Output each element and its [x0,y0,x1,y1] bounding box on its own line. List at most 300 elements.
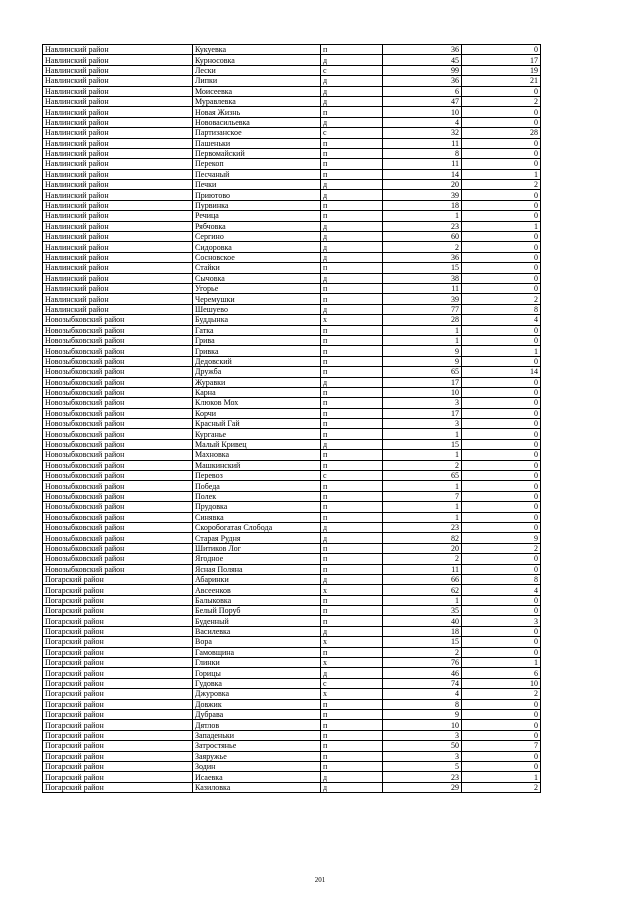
type-cell: д [321,439,383,449]
type-cell: п [321,159,383,169]
settlement-cell: Рябчовка [193,221,321,231]
settlement-cell: Моисеевка [193,86,321,96]
region-cell: Новозыбковский район [43,564,193,574]
settlement-cell: Василевка [193,626,321,636]
settlement-cell: Машкинский [193,460,321,470]
count2-cell: 0 [462,595,541,605]
table-row [43,325,541,335]
count-cell: 1 [383,325,462,335]
type-cell: п [321,398,383,408]
count-cell: 39 [383,294,462,304]
count2-cell: 0 [462,419,541,429]
table-row [43,76,541,86]
table-row [43,699,541,709]
count-cell: 11 [383,283,462,293]
type-cell: д [321,377,383,387]
count2-cell: 1 [462,346,541,356]
type-cell: п [321,263,383,273]
settlement-cell: Первомайский [193,148,321,158]
type-cell: п [321,761,383,771]
count2-cell: 1 [462,772,541,782]
count-cell: 45 [383,55,462,65]
settlement-cell: Новая Жизнь [193,107,321,117]
settlement-cell: Липки [193,76,321,86]
region-cell: Погарский район [43,782,193,792]
count-cell: 1 [383,450,462,460]
count2-cell: 10 [462,678,541,688]
region-cell: Новозыбковский район [43,512,193,522]
type-cell: д [321,242,383,252]
table-row [43,315,541,325]
settlement-cell: Нововасильевка [193,117,321,127]
settlement-cell: Авсеенков [193,585,321,595]
table-row [43,616,541,626]
settlement-cell: Дружба [193,367,321,377]
count-cell: 1 [383,429,462,439]
region-cell: Навлинский район [43,86,193,96]
table-row [43,439,541,449]
region-cell: Новозыбковский район [43,450,193,460]
count2-cell: 8 [462,574,541,584]
type-cell: п [321,387,383,397]
type-cell: д [321,626,383,636]
table-row [43,730,541,740]
region-cell: Погарский район [43,637,193,647]
settlement-cell: Малый Кривец [193,439,321,449]
count-cell: 9 [383,356,462,366]
table-row [43,180,541,190]
type-cell: д [321,782,383,792]
table-row [43,408,541,418]
settlement-cell: Песчаный [193,169,321,179]
type-cell: п [321,169,383,179]
count-cell: 23 [383,522,462,532]
count2-cell: 0 [462,263,541,273]
settlement-cell: Грива [193,335,321,345]
count2-cell: 2 [462,180,541,190]
table-row [43,658,541,668]
type-cell: д [321,221,383,231]
count2-cell: 2 [462,294,541,304]
count2-cell: 0 [462,450,541,460]
settlement-cell: Гатка [193,325,321,335]
count2-cell: 1 [462,658,541,668]
type-cell: д [321,772,383,782]
count2-cell: 0 [462,699,541,709]
table-row [43,252,541,262]
type-cell: п [321,491,383,501]
type-cell: с [321,471,383,481]
table-row [43,533,541,543]
region-cell: Навлинский район [43,190,193,200]
type-cell: д [321,117,383,127]
table-row [43,294,541,304]
count-cell: 3 [383,419,462,429]
region-cell: Погарский район [43,585,193,595]
count-cell: 2 [383,554,462,564]
count-cell: 38 [383,273,462,283]
table-row [43,741,541,751]
table-row [43,304,541,314]
region-cell: Новозыбковский район [43,315,193,325]
count-cell: 17 [383,377,462,387]
region-cell: Навлинский район [43,138,193,148]
region-cell: Новозыбковский район [43,377,193,387]
count-cell: 3 [383,730,462,740]
count2-cell: 0 [462,439,541,449]
count-cell: 15 [383,263,462,273]
type-cell: д [321,232,383,242]
region-cell: Новозыбковский район [43,387,193,397]
type-cell: д [321,252,383,262]
settlement-cell: Полек [193,491,321,501]
count2-cell: 14 [462,367,541,377]
region-cell: Навлинский район [43,304,193,314]
type-cell: п [321,730,383,740]
settlement-cell: Муравлевка [193,96,321,106]
count2-cell: 0 [462,242,541,252]
count2-cell: 0 [462,45,541,55]
table-row [43,491,541,501]
type-cell: п [321,481,383,491]
table-row [43,190,541,200]
region-cell: Новозыбковский район [43,439,193,449]
count2-cell: 0 [462,356,541,366]
count-cell: 60 [383,232,462,242]
type-cell: п [321,647,383,657]
table-row [43,595,541,605]
settlement-cell: Гривка [193,346,321,356]
count2-cell: 0 [462,398,541,408]
count-cell: 10 [383,720,462,730]
settlement-cell: Дедовский [193,356,321,366]
count2-cell: 0 [462,564,541,574]
type-cell: п [321,211,383,221]
count2-cell: 0 [462,502,541,512]
type-cell: п [321,502,383,512]
region-cell: Навлинский район [43,55,193,65]
count2-cell: 0 [462,429,541,439]
count-cell: 14 [383,169,462,179]
type-cell: п [321,138,383,148]
count-cell: 18 [383,626,462,636]
type-cell: п [321,148,383,158]
table-row [43,398,541,408]
table-row [43,720,541,730]
type-cell: п [321,200,383,210]
count2-cell: 0 [462,751,541,761]
settlement-cell: Горицы [193,668,321,678]
type-cell: п [321,606,383,616]
region-cell: Новозыбковский район [43,543,193,553]
table-row [43,356,541,366]
count2-cell: 6 [462,668,541,678]
count2-cell: 0 [462,761,541,771]
count-cell: 15 [383,637,462,647]
region-cell: Погарский район [43,730,193,740]
settlement-cell: Стайки [193,263,321,273]
count2-cell: 0 [462,107,541,117]
table-row [43,96,541,106]
count2-cell: 0 [462,408,541,418]
table-row [43,367,541,377]
region-cell: Новозыбковский район [43,481,193,491]
region-cell: Навлинский район [43,65,193,75]
count2-cell: 0 [462,283,541,293]
table-row [43,65,541,75]
count2-cell: 2 [462,543,541,553]
table-row [43,585,541,595]
page-number: 201 [314,876,326,884]
type-cell: д [321,180,383,190]
region-cell: Навлинский район [43,200,193,210]
count2-cell: 0 [462,273,541,283]
type-cell: с [321,128,383,138]
settlement-cell: Сергино [193,232,321,242]
table-row [43,751,541,761]
count-cell: 29 [383,782,462,792]
count2-cell: 9 [462,533,541,543]
region-cell: Погарский район [43,626,193,636]
count2-cell: 0 [462,637,541,647]
region-cell: Погарский район [43,761,193,771]
region-cell: Новозыбковский район [43,367,193,377]
count-cell: 32 [383,128,462,138]
region-cell: Навлинский район [43,96,193,106]
settlement-cell: Победа [193,481,321,491]
settlement-cell: Курносовка [193,55,321,65]
count2-cell: 8 [462,304,541,314]
region-cell: Новозыбковский район [43,502,193,512]
count2-cell: 17 [462,55,541,65]
table-row [43,710,541,720]
settlement-cell: Шешуево [193,304,321,314]
settlement-cell: Красный Гай [193,419,321,429]
table-row [43,626,541,636]
settlement-cell: Вора [193,637,321,647]
table-row [43,387,541,397]
region-cell: Навлинский район [43,242,193,252]
count2-cell: 0 [462,325,541,335]
settlement-cell: Угорье [193,283,321,293]
count-cell: 17 [383,408,462,418]
count-cell: 47 [383,96,462,106]
count2-cell: 28 [462,128,541,138]
count-cell: 1 [383,502,462,512]
region-cell: Навлинский район [43,107,193,117]
type-cell: п [321,450,383,460]
type-cell: п [321,564,383,574]
settlement-cell: Исаевка [193,772,321,782]
count-cell: 4 [383,689,462,699]
table-row [43,761,541,771]
count-cell: 6 [383,86,462,96]
count-cell: 11 [383,564,462,574]
region-cell: Навлинский район [43,273,193,283]
count2-cell: 0 [462,606,541,616]
settlement-cell: Кукуевка [193,45,321,55]
region-cell: Погарский район [43,647,193,657]
count-cell: 1 [383,512,462,522]
settlements-table [42,44,541,793]
type-cell: с [321,678,383,688]
count-cell: 62 [383,585,462,595]
type-cell: х [321,689,383,699]
settlement-cell: Сычовка [193,273,321,283]
type-cell: п [321,45,383,55]
region-cell: Навлинский район [43,148,193,158]
table-row [43,159,541,169]
count-cell: 1 [383,211,462,221]
type-cell: д [321,533,383,543]
table-row [43,554,541,564]
settlement-cell: Казиловка [193,782,321,792]
settlement-cell: Довжик [193,699,321,709]
table-row [43,564,541,574]
count-cell: 8 [383,148,462,158]
count2-cell: 0 [462,211,541,221]
region-cell: Навлинский район [43,294,193,304]
settlement-cell: Сидоровка [193,242,321,252]
count-cell: 40 [383,616,462,626]
count2-cell: 2 [462,782,541,792]
count2-cell: 0 [462,252,541,262]
count-cell: 10 [383,387,462,397]
region-cell: Погарский район [43,720,193,730]
table-row [43,128,541,138]
count-cell: 18 [383,200,462,210]
count-cell: 9 [383,710,462,720]
count2-cell: 2 [462,689,541,699]
settlement-cell: Затростянье [193,741,321,751]
count-cell: 5 [383,761,462,771]
table-row [43,117,541,127]
settlement-cell: Абаринки [193,574,321,584]
settlement-cell: Шитиков Лог [193,543,321,553]
region-cell: Погарский район [43,658,193,668]
region-cell: Погарский район [43,741,193,751]
count-cell: 35 [383,606,462,616]
count2-cell: 7 [462,741,541,751]
table-row [43,668,541,678]
type-cell: д [321,273,383,283]
table-row [43,637,541,647]
type-cell: п [321,741,383,751]
count-cell: 23 [383,772,462,782]
table-row [43,782,541,792]
count-cell: 99 [383,65,462,75]
type-cell: п [321,335,383,345]
type-cell: п [321,699,383,709]
type-cell: д [321,96,383,106]
settlement-cell: Буденный [193,616,321,626]
count2-cell: 4 [462,585,541,595]
count2-cell: 0 [462,647,541,657]
settlement-cell: Ягодное [193,554,321,564]
region-cell: Новозыбковский район [43,408,193,418]
table-row [43,772,541,782]
region-cell: Новозыбковский район [43,491,193,501]
type-cell: п [321,107,383,117]
region-cell: Навлинский район [43,211,193,221]
count-cell: 28 [383,315,462,325]
count2-cell: 0 [462,148,541,158]
count2-cell: 1 [462,221,541,231]
count-cell: 36 [383,76,462,86]
table-row [43,55,541,65]
settlement-cell: Карна [193,387,321,397]
table-row [43,471,541,481]
region-cell: Новозыбковский район [43,419,193,429]
settlement-cell: Гудовка [193,678,321,688]
table-row [43,522,541,532]
type-cell: п [321,616,383,626]
type-cell: п [321,356,383,366]
table-row [43,169,541,179]
count2-cell: 0 [462,481,541,491]
count2-cell: 0 [462,522,541,532]
table-row [43,689,541,699]
count2-cell: 4 [462,315,541,325]
count2-cell: 0 [462,720,541,730]
count-cell: 1 [383,595,462,605]
type-cell: д [321,668,383,678]
count-cell: 77 [383,304,462,314]
region-cell: Навлинский район [43,221,193,231]
count-cell: 46 [383,668,462,678]
count2-cell: 0 [462,117,541,127]
type-cell: п [321,751,383,761]
table-body [43,45,541,793]
count-cell: 15 [383,439,462,449]
type-cell: д [321,522,383,532]
region-cell: Погарский район [43,689,193,699]
table-row [43,346,541,356]
count-cell: 8 [383,699,462,709]
region-cell: Новозыбковский район [43,398,193,408]
settlement-cell: Старая Рудня [193,533,321,543]
type-cell: х [321,315,383,325]
type-cell: п [321,429,383,439]
table-row [43,429,541,439]
count-cell: 7 [383,491,462,501]
settlement-cell: Гамовщина [193,647,321,657]
region-cell: Новозыбковский район [43,460,193,470]
table-row [43,481,541,491]
count-cell: 2 [383,242,462,252]
region-cell: Погарский район [43,710,193,720]
count-cell: 82 [383,533,462,543]
table-row [43,86,541,96]
region-cell: Погарский район [43,595,193,605]
settlement-cell: Лески [193,65,321,75]
type-cell: д [321,304,383,314]
count-cell: 76 [383,658,462,668]
settlement-cell: Белый Поруб [193,606,321,616]
region-cell: Навлинский район [43,159,193,169]
count-cell: 74 [383,678,462,688]
region-cell: Навлинский район [43,76,193,86]
table-row [43,574,541,584]
count2-cell: 0 [462,626,541,636]
settlement-cell: Речица [193,211,321,221]
count-cell: 3 [383,398,462,408]
count2-cell: 0 [462,190,541,200]
type-cell: д [321,86,383,96]
region-cell: Новозыбковский район [43,325,193,335]
count-cell: 36 [383,252,462,262]
region-cell: Погарский район [43,606,193,616]
